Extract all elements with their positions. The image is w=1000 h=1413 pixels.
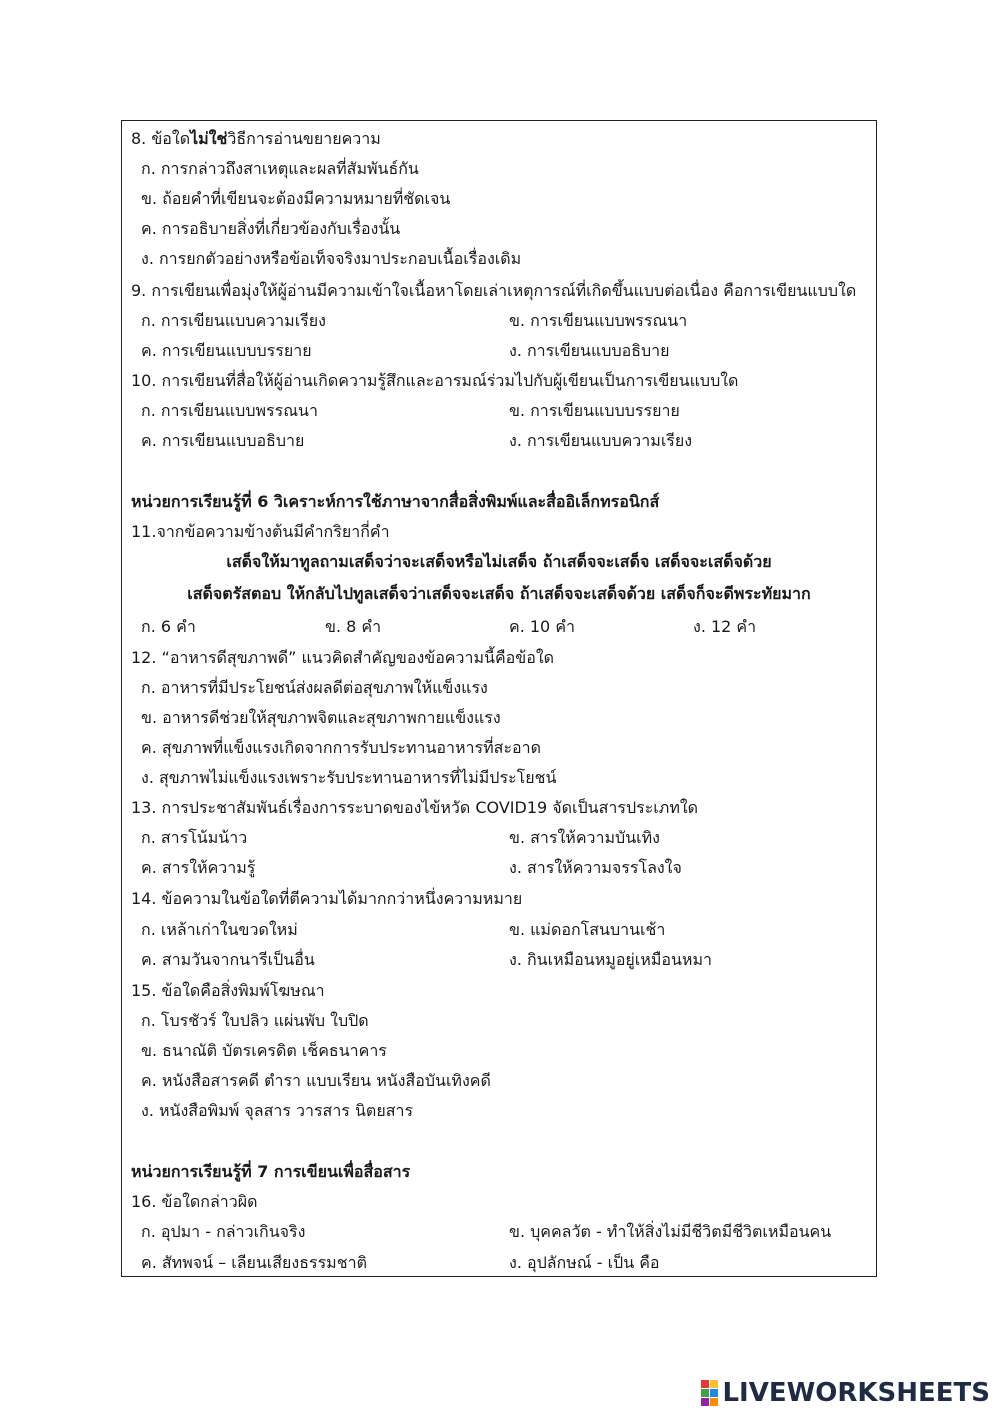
q9-option-a[interactable]: ก. การเขียนแบบความเรียง: [141, 311, 326, 330]
q9-option-b[interactable]: ข. การเขียนแบบพรรณนา: [509, 311, 688, 330]
question-8-suffix: วิธีการอ่านขยายความ: [227, 129, 381, 148]
q8-option-a[interactable]: ก. การกล่าวถึงสาเหตุและผลที่สัมพันธ์กัน: [141, 159, 419, 178]
q16-option-d[interactable]: ง. อุปลักษณ์ - เป็น คือ: [509, 1253, 660, 1272]
logo-square: [710, 1380, 718, 1388]
question-14: 14. ข้อความในข้อใดที่ตีความได้มากกว่าหนึ่งความหมาย: [131, 889, 523, 908]
q15-option-c[interactable]: ค. หนังสือสารคดี ตำรา แบบเรียน หนังสือบันเทิงคดี: [141, 1071, 491, 1090]
q12-option-b[interactable]: ข. อาหารดีช่วยให้สุขภาพจิตและสุขภาพกายแข็งแรง: [141, 708, 501, 727]
q8-option-d[interactable]: ง. การยกตัวอย่างหรือข้อเท็จจริงมาประกอบเนื้อเรื่องเดิม: [141, 249, 522, 268]
logo-square: [710, 1389, 718, 1397]
q16-option-b[interactable]: ข. บุคคลวัต - ทำให้สิ่งไม่มีชีวิตมีชีวิตเหมือนคน: [509, 1222, 832, 1241]
q11-option-d[interactable]: ง. 12 คำ: [693, 617, 757, 636]
q12-option-a[interactable]: ก. อาหารที่มีประโยชน์ส่งผลดีต่อสุขภาพให้แข็งแรง: [141, 678, 488, 697]
question-13: 13. การประชาสัมพันธ์เรื่องการระบาดของไข้หวัด COVID19 จัดเป็นสารประเภทใด: [131, 798, 699, 817]
question-8: [131, 124, 381, 154]
q10-option-a[interactable]: ก. การเขียนแบบพรรณนา: [141, 401, 318, 420]
q10-option-b[interactable]: ข. การเขียนแบบบรรยาย: [509, 401, 680, 420]
unit-7-heading: หน่วยการเรียนรู้ที่ 7 การเขียนเพื่อสื่อสาร: [131, 1162, 411, 1181]
q13-option-d[interactable]: ง. สารให้ความจรรโลงใจ: [509, 858, 682, 877]
q13-option-b[interactable]: ข. สารให้ความบันเทิง: [509, 828, 660, 847]
q15-option-d[interactable]: ง. หนังสือพิมพ์ จุลสาร วารสาร นิตยสาร: [141, 1101, 414, 1120]
q11-passage-line-1: เสด็จให้มาทูลถามเสด็จว่าจะเสด็จหรือไม่เสด็จ ถ้าเสด็จจะเสด็จ เสด็จจะเสด็จด้วย: [226, 552, 772, 571]
question-16: 16. ข้อใดกล่าวผิด: [131, 1192, 258, 1211]
q16-option-a[interactable]: ก. อุปมา - กล่าวเกินจริง: [141, 1222, 306, 1241]
q11-option-b[interactable]: ข. 8 คำ: [325, 617, 382, 636]
logo-text: LIVEWORKSHEETS: [722, 1378, 990, 1408]
q13-option-a[interactable]: ก. สารโน้มน้าว: [141, 828, 248, 847]
q14-option-a[interactable]: ก. เหล้าเก่าในขวดใหม่: [141, 920, 298, 939]
question-9: 9. การเขียนเพื่อมุ่งให้ผู้อ่านมีความเข้าใจเนื้อหาโดยเล่าเหตุการณ์ที่เกิดขึ้นแบบต่อเนื่อง คือการเขียนแบบใด: [131, 281, 857, 300]
logo-squares-icon: [701, 1380, 718, 1406]
logo-square: [701, 1389, 709, 1397]
q15-option-a[interactable]: ก. โบรชัวร์ ใบปลิว แผ่นพับ ใบปิด: [141, 1011, 369, 1030]
question-8-prefix: 8. ข้อใด: [131, 129, 191, 148]
q15-option-b[interactable]: ข. ธนาณัติ บัตรเครดิต เช็คธนาคาร: [141, 1041, 387, 1060]
logo-square: [701, 1380, 709, 1388]
q12-option-d[interactable]: ง. สุขภาพไม่แข็งแรงเพราะรับประทานอาหารที่ไม่มีประโยชน์: [141, 768, 557, 787]
unit-6-heading: หน่วยการเรียนรู้ที่ 6 วิเคราะห์การใช้ภาษาจากสื่อสิ่งพิมพ์และสื่ออิเล็กทรอนิกส์: [131, 492, 660, 511]
logo-square: [710, 1398, 718, 1406]
liveworksheets-logo: [701, 1378, 990, 1408]
question-12: 12. “อาหารดีสุขภาพดี” แนวคิดสำคัญของข้อความนี้คือข้อใด: [131, 648, 555, 667]
q14-option-d[interactable]: ง. กินเหมือนหมูอยู่เหมือนหมา: [509, 950, 712, 969]
q14-option-c[interactable]: ค. สามวันจากนารีเป็นอื่น: [141, 950, 315, 969]
q16-option-c[interactable]: ค. สัทพจน์ – เลียนเสียงธรรมชาติ: [141, 1253, 367, 1272]
q11-option-a[interactable]: ก. 6 คำ: [141, 617, 196, 636]
q10-option-c[interactable]: ค. การเขียนแบบอธิบาย: [141, 431, 305, 450]
q11-passage-line-2: เสด็จตรัสตอบ ให้กลับไปทูลเสด็จว่าเสด็จจะเสด็จ ถ้าเสด็จจะเสด็จด้วย เสด็จก็จะดีพระทัยมาก: [187, 584, 811, 603]
question-15: 15. ข้อใดคือสิ่งพิมพ์โฆษณา: [131, 981, 325, 1000]
q10-option-d[interactable]: ง. การเขียนแบบความเรียง: [509, 431, 693, 450]
question-11: 11.จากข้อความข้างต้นมีคำกริยากี่คำ: [131, 522, 390, 541]
q12-option-c[interactable]: ค. สุขภาพที่แข็งแรงเกิดจากการรับประทานอาหารที่สะอาด: [141, 738, 542, 757]
q14-option-b[interactable]: ข. แม่ดอกโสนบานเช้า: [509, 920, 666, 939]
q13-option-c[interactable]: ค. สารให้ความรู้: [141, 858, 256, 877]
q9-option-d[interactable]: ง. การเขียนแบบอธิบาย: [509, 341, 670, 360]
q9-option-c[interactable]: ค. การเขียนแบบบรรยาย: [141, 341, 312, 360]
q8-option-b[interactable]: ข. ถ้อยคำที่เขียนจะต้องมีความหมายที่ชัดเจน: [141, 189, 451, 208]
question-10: 10. การเขียนที่สื่อให้ผู้อ่านเกิดความรู้สึกและอารมณ์ร่วมไปกับผู้เขียนเป็นการเขียนแบบใด: [131, 371, 739, 390]
q11-option-c[interactable]: ค. 10 คำ: [509, 617, 576, 636]
logo-square: [701, 1398, 709, 1406]
question-8-emphasis: ไม่ใช่: [190, 129, 228, 148]
q8-option-c[interactable]: ค. การอธิบายสิ่งที่เกี่ยวข้องกับเรื่องนั้น: [141, 219, 401, 238]
